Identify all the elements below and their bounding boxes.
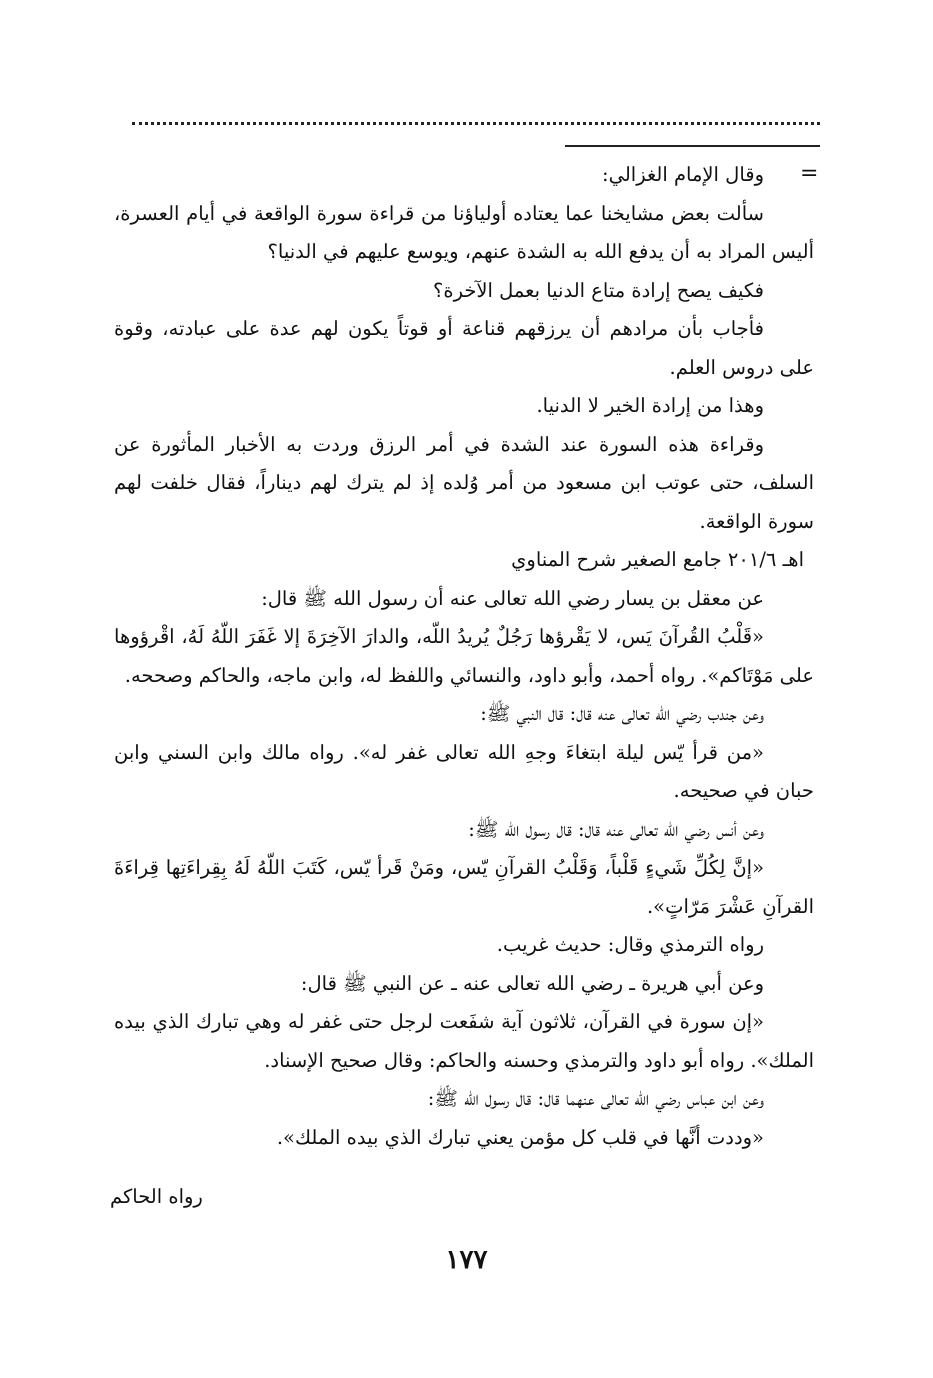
narrator-note: رواه الحاكم	[110, 1185, 203, 1208]
hadith-text-yasin: «قَلْبُ القُرآنَ يَس، لا يَقْرؤها رَجُلٌ يُريدُ اللّه، والدارَ الآخِرَةَ إلا غَفَرَ اللّهُ لَهُ، اقْرؤوها على مَوْتَاكم». رواه أحمد، وأبو داود، والنسائي واللفظ له، وابن ماجه، والحاكم وصححه.	[114, 625, 814, 687]
source-reference: اهـ ٢٠١/٦ جامع الصغير شرح المناوي	[511, 548, 804, 571]
paragraph-conclusion: وهذا من إرادة الخير لا الدنيا.	[536, 394, 764, 417]
hadith-text-anas: «إنَّ لِكُلِّ شَيءٍ قَلْباً، وَقَلْبُ القرآنِ يّس، ومَنْ قَرأ يّس، كَتَبَ اللّهُ لَهُ بِقِراءَتِها قِراءَةَ القرآنِ عَشْرَ مَرّاتٍ».	[114, 856, 814, 918]
hadith-text-ibn-abbas: «وددت أنَّها في قلب كل مؤمن يعني تبارك الذي بيده الملك».	[276, 1125, 764, 1149]
hadith-grading-tirmidhi: رواه الترمذي وقال: حديث غريب.	[496, 933, 764, 956]
page-number: ١٧٧	[445, 1245, 488, 1275]
hadith-intro-ibn-abbas: وعن ابن عباس رضي الله تعالى عنهما قال: قال رسول الله ﷺ:	[427, 1087, 764, 1110]
main-text	[114, 156, 814, 1157]
hadith-text-mulk: «إن سورة في القرآن، ثلاثون آية شفَعت لرجل حتى غفر له وهي تبارك الذي بيده الملك». رواه أبو داود والترمذي وحسنه والحاكم: وقال صحيح الإسناد.	[114, 1010, 814, 1072]
footnote-rule	[565, 145, 820, 147]
hadith-intro-maqil: عن معقل بن يسار رضي الله تعالى عنه أن رسول الله ﷺ قال:	[261, 586, 764, 610]
hadith-intro-jundub: وعن جندب رضي الله تعالى عنه قال: قال النبي ﷺ:	[480, 702, 764, 725]
hadith-intro-anas: وعن أنس رضي الله تعالى عنه قال: قال رسول الله ﷺ:	[468, 817, 764, 841]
paragraph-answer: فأجاب بأن مرادهم أن يرزقهم قناعة أو قوتاً يكون لهم عدة على عبادته، وقوة على دروس العلم.	[114, 317, 814, 379]
paragraph-waqia: وقراءة هذه السورة عند الشدة في أمر الرزق وردت به الأخبار المأثورة عن السلف، حتى عوتب ابن مسعود من أمر وُلده إذ لم يترك لهم ديناراً، فقال خلفت لهم سورة الواقعة.	[114, 432, 814, 533]
paragraph-question: سألت بعض مشايخنا عما يعتاده أولياؤنا من قراءة سورة الواقعة في أيام العسرة، أليس المراد به أن يدفع الله به الشدة عنهم، ويوسع عليهم في الدنيا؟	[114, 201, 814, 263]
dotted-separator	[132, 122, 820, 125]
hadith-text-jundub: «من قرأ يّس ليلة ابتغاءَ وجهِ الله تعالى غفر له». رواه مالك وابن السني وابن حبان في صحيحه.	[114, 740, 814, 802]
paragraph-ghazali-intro: وقال الإمام الغزالي:	[602, 163, 764, 186]
paragraph-question-2: فكيف يصح إرادة متاع الدنيا بعمل الآخرة؟	[433, 278, 764, 302]
continuation-mark: =	[800, 161, 819, 186]
hadith-intro-abu-hurayra: وعن أبي هريرة ـ رضي الله تعالى عنه ـ عن النبي ﷺ قال:	[300, 971, 764, 995]
